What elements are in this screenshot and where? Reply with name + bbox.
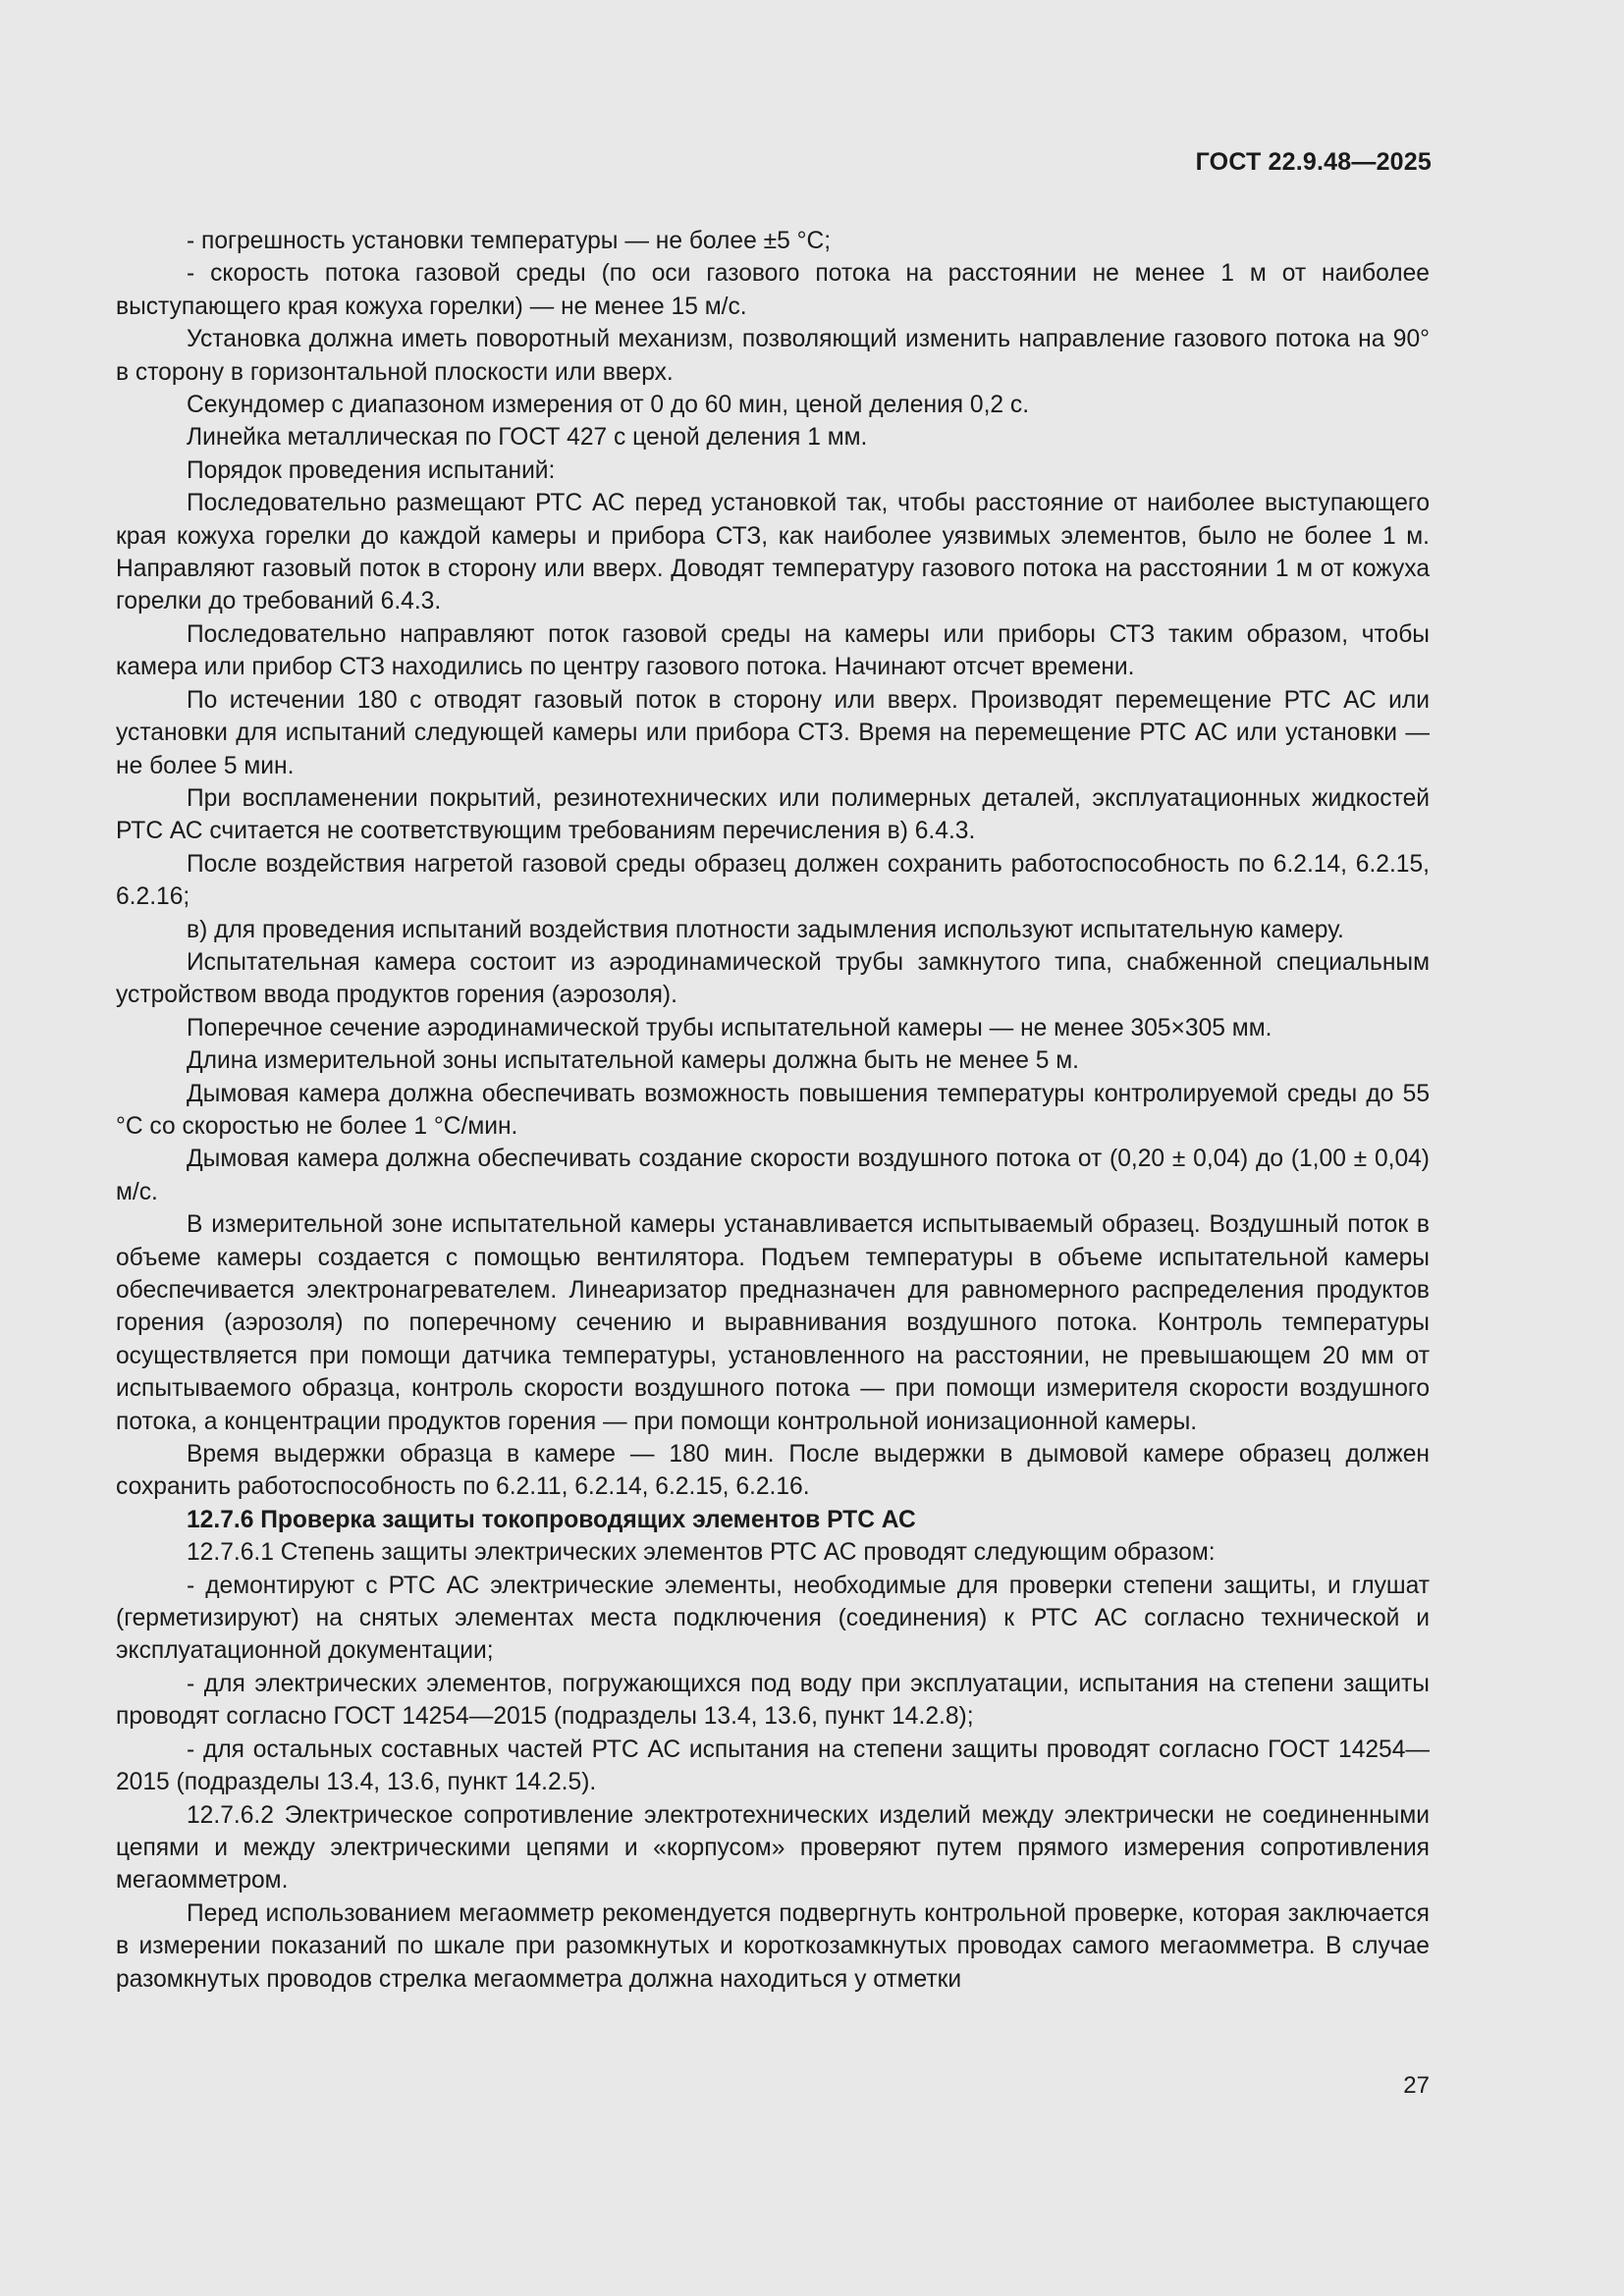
- paragraph: 12.7.6.1 Степень защиты электрических элементов РТС АС проводят следующим образом:: [187, 1539, 1216, 1567]
- paragraph: Секундомер с диапазоном измерения от 0 до 60 мин, ценой деления 0,2 с.: [187, 392, 1030, 419]
- page-header-doc-id: ГОСТ 22.9.48—2025: [1195, 148, 1432, 176]
- paragraph: Дымовая камера должна обеспечивать создание скорости воздушного потока от (0,20 ± 0,04) до (1,00 ± 0,04) м/с.: [116, 1146, 1430, 1205]
- paragraph: Поперечное сечение аэродинамической трубы испытательной камеры — не менее 305×305 мм.: [187, 1014, 1272, 1041]
- paragraph: Испытательная камера состоит из аэродинамической трубы замкнутого типа, снабженной специальным устройством ввода продуктов горения (аэрозоля).: [116, 948, 1430, 1009]
- paragraph: После воздействия нагретой газовой среды образец должен сохранить работоспособность по 6.2.14, 6.2.15, 6.2.16;: [116, 850, 1430, 911]
- paragraph: Последовательно направляют поток газовой среды на камеры или приборы СТЗ таким образом, чтобы камера или прибор СТЗ находились по центру газового потока. Начинают отсчет времени.: [116, 620, 1430, 681]
- page-number: 27: [1403, 2072, 1430, 2099]
- paragraph: Перед использованием мегаомметр рекомендуется подвергнуть контрольной проверке, которая заключается в измерении показаний по шкале при разомкнутых и короткозамкнутых проводах самого мегаомметра. В случае разомкнутых проводов стрелка мегаомметра должна находиться у отметки: [116, 1899, 1430, 1993]
- paragraph: - для остальных составных частей РТС АС испытания на степени защиты проводят согласно ГОСТ 14254—2015 (подразделы 13.4, 13.6, пункт 14.2.5).: [116, 1735, 1430, 1796]
- paragraph: Длина измерительной зоны испытательной камеры должна быть не менее 5 м.: [187, 1047, 1079, 1075]
- paragraph: Линейка металлическая по ГОСТ 427 с ценой деления 1 мм.: [187, 424, 868, 452]
- paragraph: - скорость потока газовой среды (по оси газового потока на расстоянии не менее 1 м от наиболее выступающего края кожуха горелки) — не менее 15 м/с.: [116, 260, 1430, 320]
- paragraph: Установка должна иметь поворотный механизм, позволяющий изменить направление газового потока на 90° в сторону в горизонтальной плоскости или вверх.: [116, 326, 1430, 386]
- paragraph: При воспламенении покрытий, резинотехнических или полимерных деталей, эксплуатационных жидкостей РТС АС считается не соответствующим требованиям перечисления в) 6.4.3.: [116, 784, 1430, 845]
- paragraph: - погрешность установки температуры — не более ±5 °С;: [187, 228, 832, 254]
- paragraph: По истечении 180 с отводят газовый поток в сторону или вверх. Производят перемещение РТС АС или установки для испытаний следующей камеры или прибора СТЗ. Время на перемещение РТС АС или установки — не более 5 мин.: [116, 686, 1430, 779]
- paragraph: в) для проведения испытаний воздействия плотности задымления используют испытательную камеру.: [187, 916, 1344, 943]
- paragraph: - демонтируют с РТС АС электрические элементы, необходимые для проверки степени защиты, и глушат (герметизируют) на снятых элементах места подключения (соединения) к РТС АС согласно технической и эксплуатационной документации;: [116, 1572, 1430, 1665]
- paragraph: Время выдержки образца в камере — 180 мин. После выдержки в дымовой камере образец должен сохранить работоспособность по 6.2.11, 6.2.14, 6.2.15, 6.2.16.: [116, 1441, 1430, 1501]
- document-body: [116, 225, 1430, 1996]
- paragraph: Дымовая камера должна обеспечивать возможность повышения температуры контролируемой среды до 55 °С со скоростью не более 1 °С/мин.: [116, 1080, 1430, 1140]
- paragraph: Последовательно размещают РТС АС перед установкой так, чтобы расстояние от наиболее выступающего края кожуха горелки до каждой камеры и прибора СТЗ, как наиболее уязвимых элементов, было не более 1 м. Направляют газовый поток в сторону или вверх. Доводят температуру газового потока на расстоянии 1 м от кожуха горелки до требований 6.4.3.: [116, 490, 1430, 615]
- paragraph: 12.7.6.2 Электрическое сопротивление электротехнических изделий между электрически не соединенными цепями и между электрическими цепями и «корпусом» проверяют путем прямого измерения сопротивления мегаомметром.: [116, 1801, 1430, 1895]
- paragraph: Порядок проведения испытаний:: [187, 456, 556, 484]
- paragraph: - для электрических элементов, погружающихся под воду при эксплуатации, испытания на степени защиты проводят согласно ГОСТ 14254—2015 (подразделы 13.4, 13.6, пункт 14.2.8);: [116, 1670, 1430, 1731]
- section-heading: 12.7.6 Проверка защиты токопроводящих элементов РТС АС: [187, 1506, 916, 1533]
- paragraph: В измерительной зоне испытательной камеры устанавливается испытываемый образец. Воздушный поток в объеме камеры создается с помощью вентилятора. Подъем температуры в объеме испытательной камеры обеспечивается электронагревателем. Линеаризатор предназначен для равномерного распределения продуктов горения (аэрозоля) по поперечному сечению и выравнивания воздушного потока. Контроль температуры осуществляется при помощи датчика температуры, установленного на расстоянии, не превышающем 20 мм от испытываемого образца, контроль скорости воздушного потока — при помощи измерителя скорости воздушного потока, а концентрации продуктов горения — при помощи контрольной ионизационной камеры.: [116, 1211, 1430, 1435]
